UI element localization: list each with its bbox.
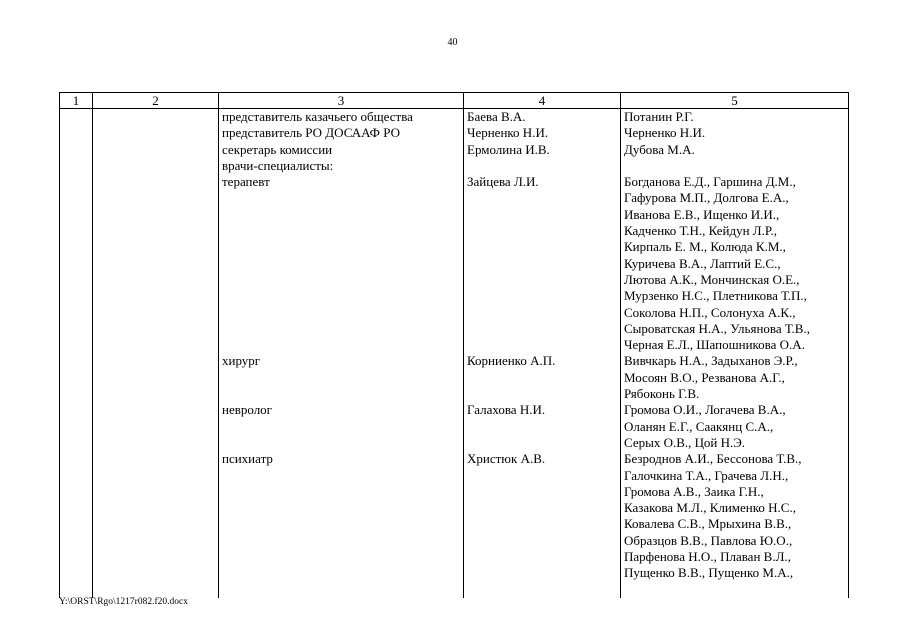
substitute-names-line: Кадченко Т.Н., Кейдун Л.Р., (624, 223, 777, 239)
member-name-line (467, 565, 617, 581)
role-line (222, 468, 460, 484)
role-line (222, 435, 460, 451)
member-name-line: Черненко Н.И. (467, 125, 549, 141)
member-name-line: Галахова Н.И. (467, 402, 546, 418)
member-name-line (467, 256, 617, 272)
member-name-line (467, 288, 617, 304)
member-name-line (467, 533, 617, 549)
substitute-names-line: Оланян Е.Г., Саакянц С.А., (624, 418, 774, 434)
role-line: терапевт (222, 174, 270, 190)
member-name-line: Христюк А.В. (467, 451, 546, 467)
column-header-1: 1 (60, 93, 93, 109)
substitute-names-line: Парфенова Н.О., Плаван В.Л., (624, 549, 791, 565)
substitute-names-line: Черненко Н.И. (624, 125, 706, 141)
substitute-names-line: Ковалева С.В., Мрыхина В.В., (624, 516, 792, 532)
role-line (222, 484, 460, 500)
member-name-line (467, 207, 617, 223)
member-name-line (467, 190, 617, 206)
role-line (222, 516, 460, 532)
member-name-line (467, 386, 617, 402)
substitute-names-line: Рябоконь Г.В. (624, 386, 700, 402)
member-name-line (467, 272, 617, 288)
role-line (222, 288, 460, 304)
role-line (222, 190, 460, 206)
role-line (222, 256, 460, 272)
substitute-names-line: Громова А.В., Заика Г.Н., (624, 483, 764, 499)
member-name-line: Баева В.А. (467, 109, 526, 124)
member-name-line: Корниенко А.П. (467, 353, 556, 369)
substitute-names-line: Иванова Е.В., Ищенко И.И., (624, 206, 780, 222)
member-name-line: Ермолина И.В. (467, 141, 550, 157)
substitute-names-line: Потанин Р.Г. (624, 109, 694, 124)
role-line (222, 337, 460, 353)
role-line (222, 500, 460, 516)
member-name-line (467, 370, 617, 386)
substitute-names-line: Сыроватская Н.А., Ульянова Т.В., (624, 320, 810, 336)
member-name-line (467, 435, 617, 451)
member-name-line (467, 549, 617, 565)
column-header-3: 3 (219, 93, 464, 109)
substitute-names-line: Мосоян В.О., Резванова А.Г., (624, 369, 785, 385)
substitute-names-line: Дубова М.А. (624, 141, 695, 157)
member-name-line (467, 582, 617, 598)
substitute-names-line: Мурзенко Н.С., Плетникова Т.П., (624, 288, 807, 304)
substitute-names-line: Куричева В.А., Лаптий Е.С., (624, 255, 781, 271)
substitute-names-line: Образцов В.В., Павлова Ю.О., (624, 532, 793, 548)
role-line (222, 582, 460, 598)
column-header-2: 2 (93, 93, 219, 109)
substitute-names-line: Казакова М.Л., Клименко Н.С., (624, 500, 796, 516)
role-line: хирург (222, 353, 261, 369)
role-line (222, 239, 460, 255)
substitute-names-line: Соколова Н.П., Солонуха А.К., (624, 304, 796, 320)
column-header-5: 5 (621, 93, 849, 109)
role-line (222, 386, 460, 402)
page-number: 40 (447, 37, 458, 48)
role-line: представитель казачьего общества (222, 109, 413, 124)
role-line (222, 370, 460, 386)
role-line: представитель РО ДОСААФ РО (222, 125, 400, 141)
role-line: психиатр (222, 451, 273, 467)
member-name-line (467, 321, 617, 337)
commission-table (59, 92, 849, 598)
substitute-names-line: Пущенко В.В., Пущенко М.А., (624, 565, 794, 581)
member-name-line (467, 419, 617, 435)
chair-member-cell (464, 109, 621, 598)
role-line (222, 207, 460, 223)
substitute-names-line: Богданова Е.Д., Гаршина Д.М., (624, 174, 796, 190)
role-line (222, 533, 460, 549)
role-line (222, 419, 460, 435)
table-row (60, 109, 849, 598)
table-header-row (60, 93, 849, 109)
role-line (222, 272, 460, 288)
member-name-line (467, 337, 617, 353)
substitute-names-line: Громова О.И., Логачева В.А., (624, 402, 786, 418)
role-line (222, 223, 460, 239)
substitute-names-line: Галочкина Т.А., Грачева Л.Н., (624, 467, 789, 483)
role-line: секретарь комиссии (222, 141, 333, 157)
member-name-line (467, 223, 617, 239)
member-name-line (467, 239, 617, 255)
substitute-names-line: Серых О.В., Цой Н.Э. (624, 434, 746, 450)
role-line: врачи-специалисты: (222, 157, 334, 173)
member-name-line (467, 305, 617, 321)
role-line (222, 321, 460, 337)
role-cell (219, 109, 464, 598)
substitute-names-line: Безроднов А.И., Бессонова Т.В., (624, 451, 802, 467)
column-1-cell (60, 109, 93, 598)
member-name-line (467, 516, 617, 532)
substitute-members-cell (621, 109, 849, 598)
role-line: невролог (222, 402, 273, 418)
column-header-4: 4 (464, 93, 621, 109)
substitute-names-line: Гафурова М.П., Долгова Е.А., (624, 190, 789, 206)
role-line (222, 305, 460, 321)
member-name-line (467, 468, 617, 484)
document-file-path: Y:\ORST\Rgo\1217r082.f20.docx (59, 597, 188, 607)
substitute-names-line: Черная Е.Л., Шапошникова О.А. (624, 337, 805, 353)
member-name-line (467, 500, 617, 516)
role-line (222, 549, 460, 565)
substitute-names-line (624, 158, 845, 174)
substitute-names-line: Вивчкарь Н.А., Задыханов Э.Р., (624, 353, 798, 369)
member-name-line (467, 158, 617, 174)
substitute-names-line: Лютова А.К., Мончинская О.Е., (624, 271, 800, 287)
member-name-line: Зайцева Л.И. (467, 174, 539, 190)
member-name-line (467, 484, 617, 500)
column-2-cell (93, 109, 219, 598)
substitute-names-line: Кирпаль Е. М., Колюда К.М., (624, 239, 786, 255)
role-line (222, 565, 460, 581)
